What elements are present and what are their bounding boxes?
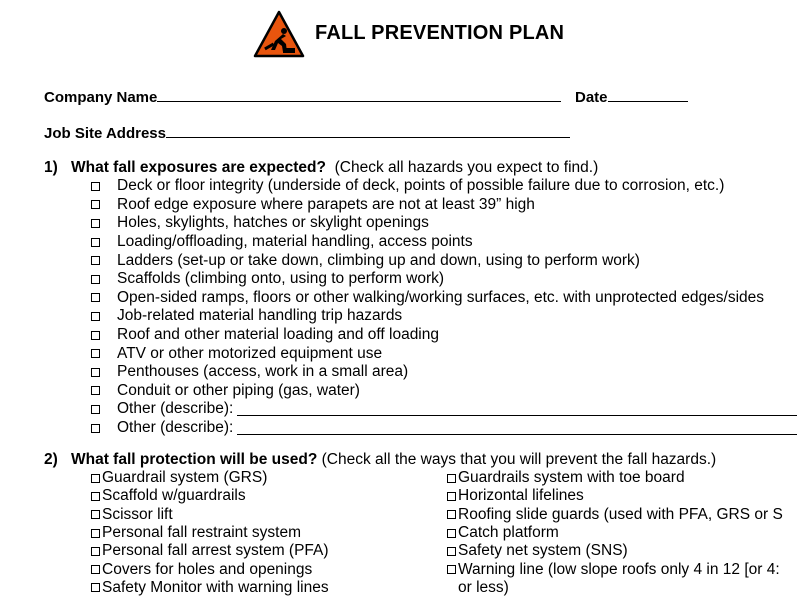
checkbox[interactable]: [91, 529, 100, 538]
protection-item[interactable]: [444, 560, 783, 578]
checkbox[interactable]: [91, 256, 100, 265]
checklist-item-other[interactable]: [89, 419, 797, 438]
checkbox[interactable]: [91, 219, 100, 228]
checkbox[interactable]: [91, 182, 100, 191]
section2-number: 2): [44, 451, 58, 468]
item-label: Covers for holes and openings: [102, 560, 313, 578]
checkbox[interactable]: [447, 547, 456, 556]
checkbox[interactable]: [91, 424, 100, 433]
section1-heading: [44, 159, 598, 177]
section1-note: (Check all hazards you expect to find.): [334, 159, 599, 176]
section1-question: What fall exposures are expected?: [71, 159, 326, 176]
address-line: [166, 123, 570, 138]
item-label: Safety Monitor with warning lines: [102, 578, 329, 596]
company-name-line: [157, 87, 561, 102]
header: [0, 10, 800, 60]
item-label: Roofing slide guards (used with PFA, GRS or S: [458, 505, 783, 523]
checklist-item-other[interactable]: [89, 400, 797, 419]
checkbox[interactable]: [91, 386, 100, 395]
checkbox[interactable]: [91, 349, 100, 358]
checklist-item[interactable]: [89, 196, 797, 215]
checkbox[interactable]: [91, 510, 100, 519]
checklist-item[interactable]: [89, 233, 797, 252]
item-label: Personal fall arrest system (PFA): [102, 542, 329, 560]
checklist-item[interactable]: [89, 214, 797, 233]
describe-input-line[interactable]: [237, 421, 797, 435]
item-label: or less): [458, 578, 509, 596]
section2-heading: [44, 451, 716, 469]
date-field[interactable]: [575, 87, 688, 106]
protection-item[interactable]: [88, 487, 329, 505]
protection-item[interactable]: [444, 542, 783, 560]
worker-warning-icon: [253, 10, 305, 58]
checklist-item[interactable]: [89, 177, 797, 196]
item-label: Open-sided ramps, floors or other walking/working surfaces, etc. with unprotected edges/sides: [117, 288, 765, 306]
item-label: Safety net system (SNS): [458, 542, 628, 560]
protection-right-column: [444, 469, 783, 597]
protection-item[interactable]: [88, 542, 329, 560]
company-name-field[interactable]: [44, 87, 561, 106]
checkbox[interactable]: [91, 405, 100, 414]
checkbox[interactable]: [91, 474, 100, 483]
job-site-address-label: Job Site Address: [44, 125, 166, 142]
checkbox[interactable]: [447, 492, 456, 501]
checkbox[interactable]: [91, 238, 100, 247]
section2-question: What fall protection will be used?: [71, 451, 318, 468]
protection-item[interactable]: [88, 524, 329, 542]
checkbox[interactable]: [447, 565, 456, 574]
checklist-item[interactable]: [89, 326, 797, 345]
protection-item[interactable]: [88, 506, 329, 524]
item-label: Other (describe):: [117, 419, 234, 437]
item-label: Conduit or other piping (gas, water): [117, 381, 360, 399]
protection-item-continuation: [444, 579, 783, 597]
hazards-checklist: [89, 177, 797, 437]
item-label: Personal fall restraint system: [102, 524, 301, 542]
checkbox[interactable]: [91, 293, 100, 302]
protection-item[interactable]: [444, 469, 783, 487]
checklist-item[interactable]: [89, 344, 797, 363]
item-label: Roof and other material loading and off loading: [117, 326, 439, 344]
date-line: [608, 87, 688, 102]
checkbox[interactable]: [91, 368, 100, 377]
item-label: Roof edge exposure where parapets are not at least 39” high: [117, 195, 535, 213]
protection-item[interactable]: [444, 524, 783, 542]
checkbox[interactable]: [91, 200, 100, 209]
item-label: Holes, skylights, hatches or skylight openings: [117, 214, 429, 232]
protection-item[interactable]: [88, 469, 329, 487]
checklist-item[interactable]: [89, 382, 797, 401]
checklist-item[interactable]: [89, 251, 797, 270]
checkbox[interactable]: [91, 331, 100, 340]
checkbox[interactable]: [447, 529, 456, 538]
item-label: ATV or other motorized equipment use: [117, 344, 383, 362]
page-title: FALL PREVENTION PLAN: [315, 22, 565, 44]
checklist-item[interactable]: [89, 307, 797, 326]
checklist-item[interactable]: [89, 363, 797, 382]
item-label: Loading/offloading, material handling, access points: [117, 233, 473, 251]
item-label: Deck or floor integrity (underside of deck, points of possible failure due to corrosion, etc.): [117, 177, 725, 195]
section2-note: (Check all the ways that you will prevent the fall hazards.): [321, 451, 717, 468]
item-label: Job-related material handling trip hazards: [117, 307, 403, 325]
section1-number: 1): [44, 159, 58, 176]
item-label: Scaffolds (climbing onto, using to perform work): [117, 270, 445, 288]
protection-left-column: [88, 469, 329, 597]
checkbox[interactable]: [91, 547, 100, 556]
checkbox[interactable]: [91, 275, 100, 284]
item-label: Penthouses (access, work in a small area): [117, 363, 409, 381]
checklist-item[interactable]: [89, 289, 797, 308]
protection-item[interactable]: [88, 579, 329, 597]
protection-item[interactable]: [444, 487, 783, 505]
protection-item[interactable]: [444, 506, 783, 524]
checkbox[interactable]: [91, 565, 100, 574]
item-label: Ladders (set-up or take down, climbing up and down, using to perform work): [117, 251, 640, 269]
item-label: Catch platform: [458, 524, 559, 542]
checkbox[interactable]: [91, 312, 100, 321]
job-site-address-field[interactable]: [44, 123, 570, 142]
date-label: Date: [575, 89, 608, 106]
protection-item[interactable]: [88, 560, 329, 578]
item-label: Scissor lift: [102, 505, 173, 523]
describe-input-line[interactable]: [237, 402, 797, 416]
item-label: Guardrail system (GRS): [102, 469, 268, 487]
item-label: Scaffold w/guardrails: [102, 487, 246, 505]
item-label: Warning line (low slope roofs only 4 in 12 [or 4:: [458, 560, 780, 578]
checkbox[interactable]: [447, 474, 456, 483]
checkbox[interactable]: [447, 510, 456, 519]
company-name-label: Company Name: [44, 89, 158, 106]
checkbox[interactable]: [91, 492, 100, 501]
checkbox[interactable]: [91, 583, 100, 592]
item-label: Other (describe):: [117, 400, 234, 418]
item-label: Horizontal lifelines: [458, 487, 584, 505]
checklist-item[interactable]: [89, 270, 797, 289]
item-label: Guardrails system with toe board: [458, 469, 685, 487]
